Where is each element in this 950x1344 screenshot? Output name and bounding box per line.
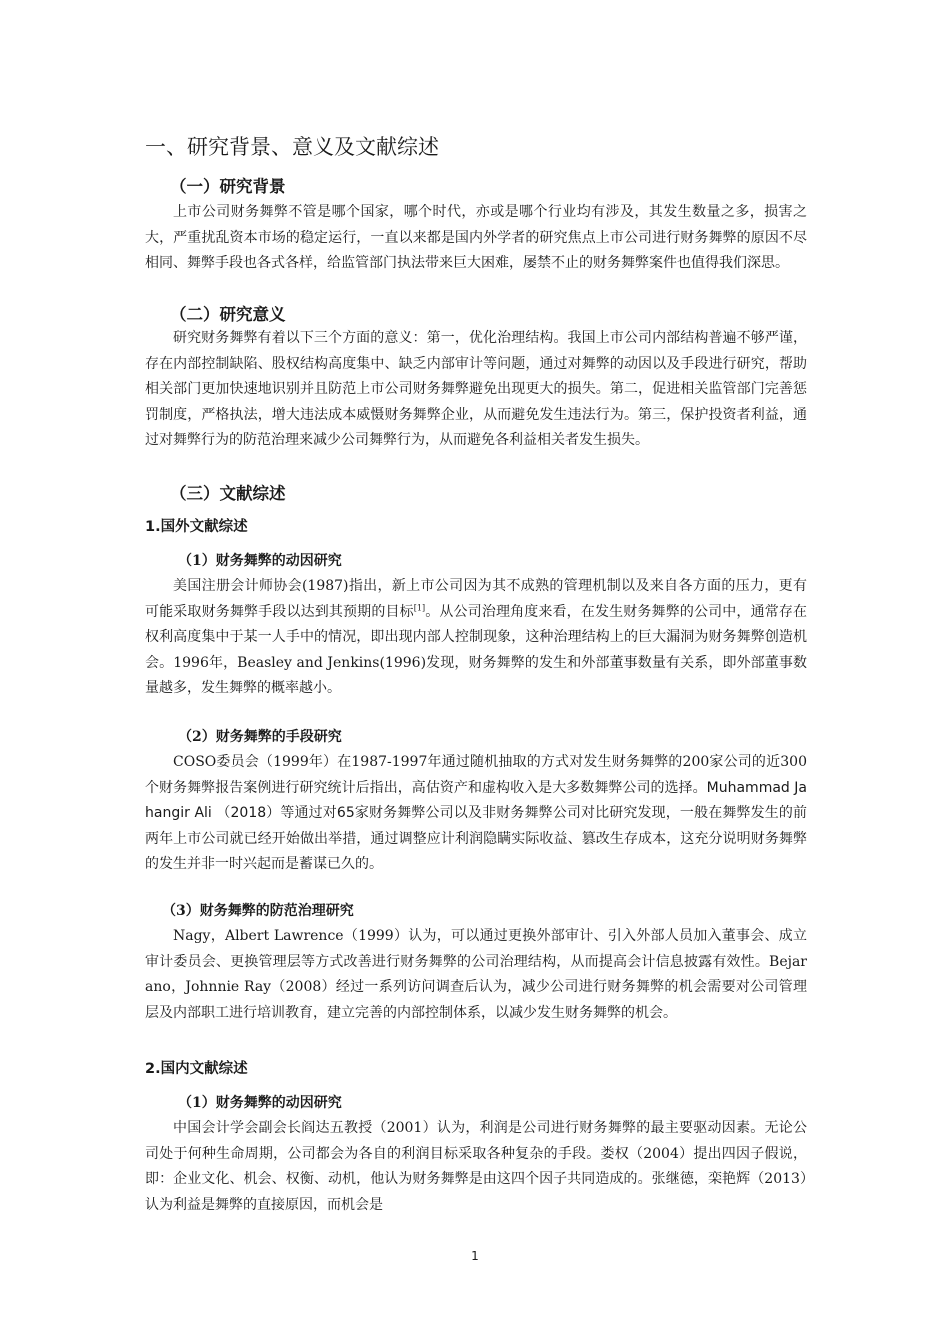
paragraph-significance: 研究财务舞弊有着以下三个方面的意义：第一，优化治理结构。我国上市公司内部结构普遍不够严谨，存在内部控制缺陷、股权结构高度集中、缺乏内部审计等问题，通过对舞弊的动因以及手段进行研究，帮助相关部门更加快速地识别并且防范上市公司财务舞弊避免出现更大的损失。第二，促进相关监管部门完善惩罚制度，严格执法，增大违法成本威慑财务舞弊企业，从而避免发生违法行为。第三，保护投资者利益，通过对舞弊行为的防范治理来减少公司舞弊行为，从而避免各利益相关者发生损失。 — [145, 330, 807, 448]
paragraph-foreign-motive-part2: 。从公司治理角度来看，在发生财务舞弊的公司中，通常存在权利高度集中于某一人手中的情况，即出现内部人控制现象，这种治理结构上的巨大漏洞为财务舞弊创造机会。1996年，Beasley and Jenkins(1996)发现，财务舞弊的发生和外部董事数量有关系，即外部董事数量越多，发生舞弊的概率越小。 — [145, 603, 807, 696]
topic-title-foreign-motive: （1）财务舞弊的动因研究 — [178, 553, 342, 569]
subsection-title-domestic: 2.国内文献综述 — [145, 1061, 248, 1077]
topic-title-foreign-prevention: （3）财务舞弊的防范治理研究 — [162, 903, 354, 919]
paragraph-foreign-means-part1: COSO委员会（1999年）在1987-1997年通过随机抽取的方式对发生财务舞弊的200家公司的近300个财务舞弊报告案例进行研究统计后指出，高估资产和虚构收入是大多数舞弊公司的选择。 — [145, 754, 807, 796]
paragraph-domestic-motive: 中国会计学会副会长阎达五教授（2001）认为，利润是公司进行财务舞弊的最主要驱动因素。无论公司处于何种生命周期，公司都会为各自的利润目标采取各种复杂的手段。娄权（2004）提出四因子假说，即：企业文化、机会、权衡、动机，他认为财务舞弊是由这四个因子共同造成的。张继德，栾艳辉（2013）认为利益是舞弊的直接原因，而机会是 — [145, 1120, 807, 1213]
section-title-background: （一）研究背景 — [170, 177, 286, 196]
paragraph-foreign-prevention: Nagy，Albert Lawrence（1999）认为，可以通过更换外部审计、引入外部人员加入董事会、成立审计委员会、更换管理层等方式改善进行财务舞弊的公司治理结构，从而提高会计信息披露有效性。Bejarano，Johnnie Ray（2008）经过一系列访问调查后认为，减少公司进行财务舞弊的机会需要对公司管理层及内部职工进行培训教育，建立完善的内部控制体系，以减少发生财务舞弊的机会。 — [145, 928, 807, 1021]
topic-title-foreign-means: （2）财务舞弊的手段研究 — [178, 729, 342, 745]
section-title-significance: （二）研究意义 — [170, 305, 286, 324]
paragraph-foreign-means-author: Muhammad Jahangir Ali （2018）等通过对65家财务舞弊公司以及非财务舞 — [145, 779, 808, 821]
topic-title-domestic-motive: （1）财务舞弊的动因研究 — [178, 1095, 342, 1111]
chapter-heading: 一、研究背景、意义及文献综述 — [145, 135, 439, 159]
paragraph-foreign-means-part2: 弊公司对比研究发现，一般在舞弊发生的前两年上市公司就已经开始做出举措，通过调整应计利润隐瞒实际收益、篡改生存成本，这充分说明财务舞弊的发生并非一时兴起而是蓄谋已久的。 — [145, 805, 807, 872]
paragraph-foreign-motive — [145, 574, 807, 702]
page-number: 1 — [471, 1249, 479, 1263]
paragraph-background: 上市公司财务舞弊不管是哪个国家，哪个时代，亦或是哪个行业均有涉及，其发生数量之多，损害之大，严重扰乱资本市场的稳定运行，一直以来都是国内外学者的研究焦点上市公司进行财务舞弊的原因不尽相同、舞弊手段也各式各样，给监管部门执法带来巨大困难，屡禁不止的财务舞弊案件也值得我们深思。 — [145, 204, 807, 271]
paragraph-foreign-motive-part1: 美国注册会计师协会(1987)指出，新上市公司因为其不成熟的管理机制以及来自各方面的压力，更有可能采取财务舞弊手段以达到其预期的目标 — [145, 578, 807, 620]
subsection-title-foreign: 1.国外文献综述 — [145, 519, 248, 535]
paragraph-foreign-means — [145, 750, 807, 878]
section-title-review: （三）文献综述 — [170, 484, 286, 503]
citation-ref-1: [1] — [413, 602, 426, 612]
